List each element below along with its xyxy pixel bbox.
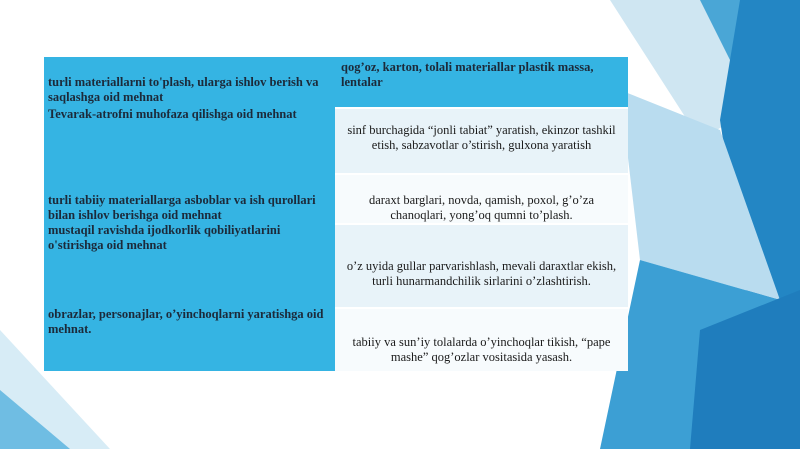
table-row <box>44 173 628 223</box>
table-cell-activity: obrazlar, personajlar, o’yinchoqlarni yaratishga oid mehnat. <box>44 307 335 371</box>
table-cell-activity: turli materiallarni to'plash, ularga ishlov berish va saqlashga oid mehnat <box>44 57 335 107</box>
table-cell-materials: o’z uyida gullar parvarishlash, mevali daraxtlar ekish, turli hunarmandchilik sirlarini o’zlashtirish. <box>335 223 628 307</box>
table-row <box>44 107 628 173</box>
table-row <box>44 223 628 307</box>
table-cell-materials: tabiiy va sun’iy tolalarda o’yinchoqlar tikish, “pape mashe” qog’ozlar vositasida yasash. <box>335 307 628 371</box>
table-row <box>44 307 628 371</box>
table-row <box>44 57 628 107</box>
table-cell-activity: Tevarak-atrofni muhofaza qilishga oid mehnat <box>44 107 335 173</box>
table-cell-materials: qog’oz, karton, tolali materiallar plastik massa, lentalar <box>335 57 628 107</box>
table-cell-materials: daraxt barglari, novda, qamish, poxol, g’o’za chanoqlari, yong’oq qumni to’plash. <box>335 173 628 223</box>
table-cell-materials: sinf burchagida “jonli tabiat” yaratish, ekinzor tashkil etish, sabzavotlar o’stirish, gulxona yaratish <box>335 107 628 173</box>
table-cell-activity: mustaqil ravishda ijodkorlik qobiliyatlarini o'stirishga oid mehnat <box>44 223 335 307</box>
table-cell-activity: turli tabiiy materiallarga asboblar va ish qurollari bilan ishlov berishga oid mehnat <box>44 173 335 223</box>
